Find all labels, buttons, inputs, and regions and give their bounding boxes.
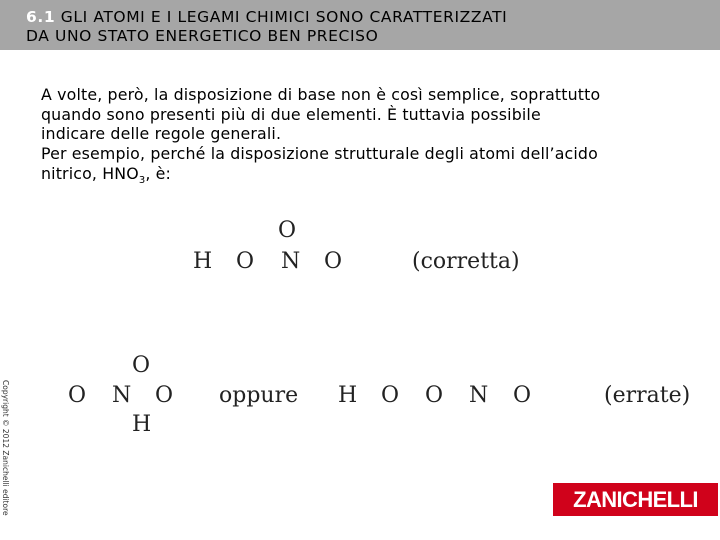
section-title-part-1: GLI ATOMI E I LEGAMI CHIMICI SONO CARATTERIZZATI [55, 8, 508, 26]
slide-title-line-1 [26, 8, 507, 27]
wrong-a-atom-2: N [112, 383, 132, 408]
wrong-a-atom-1: O [68, 383, 87, 408]
wrong-b-atom-1: H [338, 383, 358, 408]
formula-suffix: , è: [145, 163, 172, 183]
wrong-a-bottom-hydrogen: H [132, 412, 152, 437]
correct-atom-3: N [281, 249, 301, 274]
body-line-3: indicare delle regole generali. [41, 124, 282, 144]
correct-label: (corretta) [412, 249, 520, 274]
correct-top-oxygen: O [278, 218, 297, 243]
wrong-b-atom-4: N [469, 383, 489, 408]
body-line-5 [41, 164, 691, 187]
formula-prefix: nitrico, HNO [41, 163, 139, 183]
section-number: 6.1 [26, 8, 56, 26]
correct-atom-4: O [324, 249, 343, 274]
wrong-label: (errate) [604, 383, 691, 408]
oppure-connector: oppure [219, 383, 299, 408]
copyright-notice: Copyright © 2012 Zanichelli editore [1, 380, 10, 516]
zanichelli-logo: ZANICHELLI [553, 483, 718, 516]
slide-title-line-2: DA UNO STATO ENERGETICO BEN PRECISO [26, 27, 379, 45]
wrong-a-top-oxygen: O [132, 353, 151, 378]
wrong-b-atom-5: O [513, 383, 532, 408]
body-line-2: quando sono presenti più di due elementi. È tuttavia possibile [41, 104, 541, 124]
wrong-a-atom-3: O [155, 383, 174, 408]
correct-atom-1: H [193, 249, 213, 274]
slide-header [0, 0, 720, 50]
body-line-1: A volte, però, la disposizione di base non è così semplice, soprattutto [41, 85, 601, 104]
correct-atom-2: O [236, 249, 255, 274]
formula-subscript: 3 [138, 174, 146, 186]
wrong-b-atom-2: O [381, 383, 400, 408]
body-paragraph [41, 85, 691, 187]
wrong-b-atom-3: O [425, 383, 444, 408]
body-line-4: Per esempio, perché la disposizione strutturale degli atomi dell’acido [41, 144, 598, 164]
